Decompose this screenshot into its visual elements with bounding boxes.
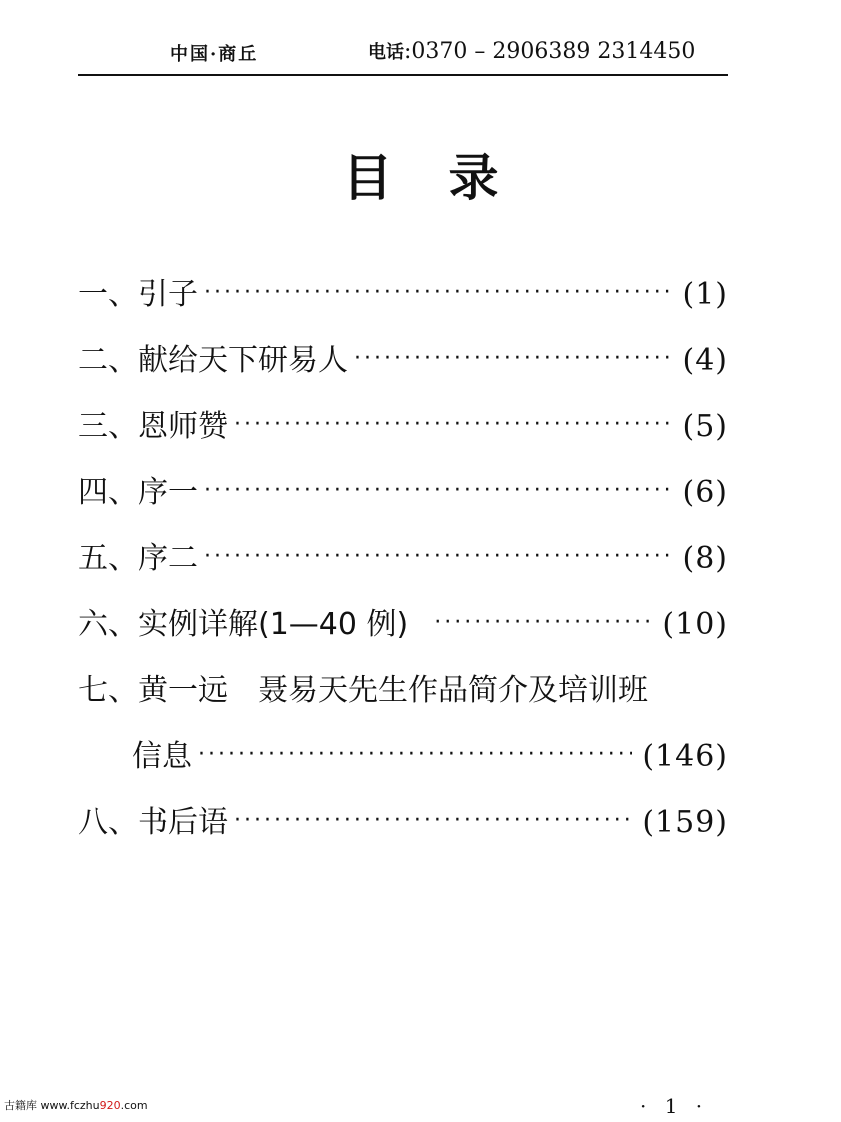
toc-entry-number: 七、 — [78, 673, 138, 708]
toc-entry-label: 引子 — [138, 277, 198, 312]
toc-entry-number: 一、 — [78, 277, 138, 312]
watermark — [4, 1097, 148, 1113]
toc-entry-page: (6) — [682, 475, 728, 510]
toc-entry-page: (1) — [682, 277, 728, 312]
toc-entry-2[interactable] — [78, 328, 728, 394]
dot-leader — [354, 348, 673, 370]
toc-entry-page: (159) — [642, 805, 728, 840]
toc-entry-4[interactable] — [78, 460, 728, 526]
dot-leader — [234, 810, 632, 832]
header-location: 中国·商丘 — [170, 44, 259, 65]
dot-leader — [204, 546, 673, 568]
toc-entry-7-continued[interactable] — [78, 724, 728, 790]
watermark-suffix: .com — [120, 1099, 148, 1112]
toc-entry-number: 六、 — [78, 607, 138, 642]
dot-leader — [204, 282, 673, 304]
toc-entry-1[interactable] — [78, 262, 728, 328]
toc-entry-5[interactable] — [78, 526, 728, 592]
toc-entry-label: 实例详解(1—40 例) — [138, 607, 409, 642]
toc-entry-number: 四、 — [78, 475, 138, 510]
toc-entry-page: (4) — [682, 343, 728, 378]
running-header — [78, 34, 728, 74]
toc-entry-number: 三、 — [78, 409, 138, 444]
header-phone — [368, 38, 695, 64]
header-rule — [78, 74, 728, 76]
toc-entry-number: 八、 — [78, 805, 138, 840]
toc-entry-page: (5) — [682, 409, 728, 444]
table-of-contents — [78, 262, 728, 856]
toc-entry-label: 献给天下研易人 — [138, 343, 348, 378]
dot-leader — [198, 744, 632, 766]
toc-entry-label: 黄一远 聂易天先生作品简介及培训班 — [138, 673, 648, 708]
toc-entry-8[interactable] — [78, 790, 728, 856]
dot-leader — [204, 480, 673, 502]
dot-leader — [234, 414, 673, 436]
toc-entry-number: 五、 — [78, 541, 138, 576]
toc-entry-label: 书后语 — [138, 805, 228, 840]
toc-entry-label: 信息 — [132, 739, 192, 774]
watermark-prefix: 古籍库 www.fczhu — [4, 1099, 100, 1112]
watermark-number: 920 — [99, 1099, 121, 1112]
toc-entry-label: 恩师赞 — [138, 409, 228, 444]
toc-entry-label: 序一 — [138, 475, 198, 510]
toc-entry-page: (8) — [682, 541, 728, 576]
toc-entry-3[interactable] — [78, 394, 728, 460]
toc-entry-page: (10) — [662, 607, 728, 642]
toc-entry-7[interactable] — [78, 658, 728, 724]
toc-entry-page: (146) — [642, 739, 728, 774]
page-number: · 1 · — [640, 1094, 709, 1118]
toc-entry-6[interactable] — [78, 592, 728, 658]
page-title: 目录 — [342, 149, 555, 207]
phone-label: 电话 — [368, 42, 404, 63]
phone-numbers: :0370 – 2906389 2314450 — [404, 39, 696, 64]
toc-entry-label: 序二 — [138, 541, 198, 576]
dot-leader — [434, 612, 652, 634]
toc-entry-number: 二、 — [78, 343, 138, 378]
